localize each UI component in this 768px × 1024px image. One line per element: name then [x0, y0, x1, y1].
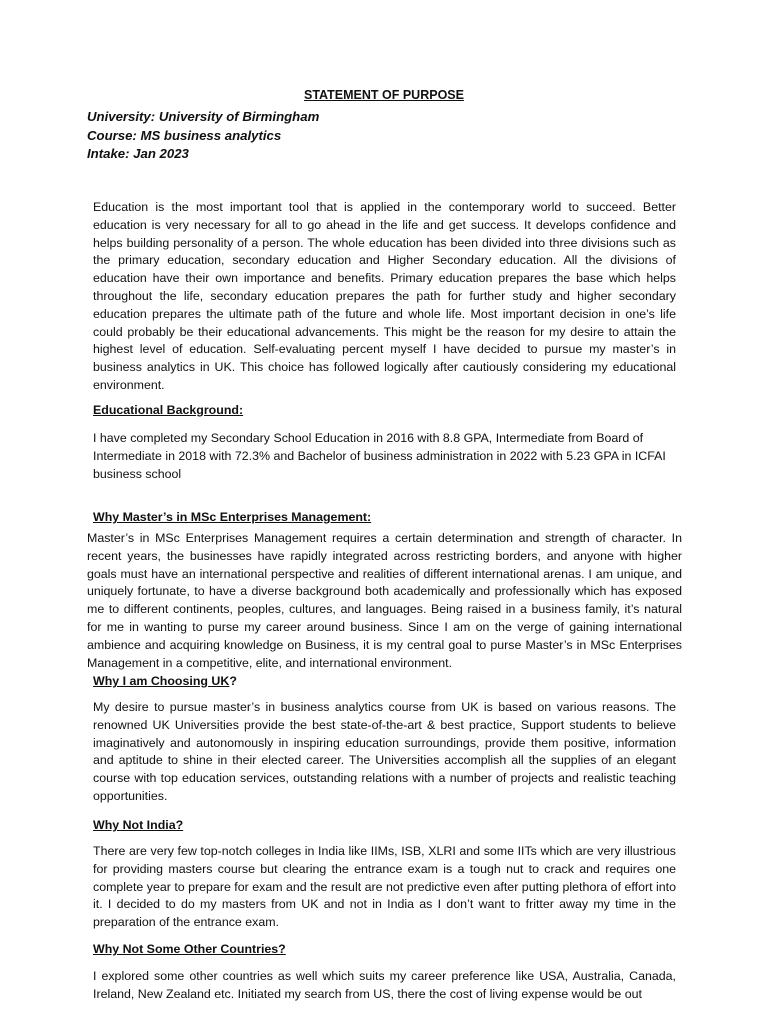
uk-paragraph: My desire to pursue master’s in business analytics course from UK is based on various reasons. The renowned UK Universities provide the best state-of-the-art & best practice, Support students to believe imaginatively and autonomously in inspiring education surroundings, provide them positive, information and aptitude to shine in their elected career. The Universities accomplish all the supplies of an elegant course with top education services, outstanding relations with a number of projects and realistic teaching opportunities. — [93, 700, 676, 803]
course-line: Course: MS business analytics — [87, 127, 282, 143]
india-paragraph: There are very few top-notch colleges in India like IIMs, ISB, XLRI and some IITs which are very illustrious for providing masters course but clearing the entrance exam is a tough nut to crack and requires one complete year to prepare for exam and the result are not predictive even after putting plethora of effort into it. I decided to do my masters from UK and not in India as I don’t want to fritter away my time in the preparation of the entrance exam. — [93, 844, 676, 930]
education-heading: Educational Background: — [93, 403, 244, 417]
masters-paragraph: Master’s in MSc Enterprises Management requires a certain determination and strength of character. In recent years, the businesses have rapidly integrated across restricting borders, and anyone with higher goals must have an international perspective and realities of different international arenas. I am unique, and uniquely fortunate, to have a diverse background both academically and professionally which has exposed me to different continents, peoples, cultures, and languages. Being raised in a business family, it’s natural for me in wanting to purse my career around business. Since I am on the verge of gaining international ambience and acquiring knowledge on Business, it is my central goal to purse Master’s in MSc Enterprises Management in a competitive, elite, and international environment. — [87, 531, 682, 670]
intake-line: Intake: Jan 2023 — [87, 146, 189, 161]
uk-heading-mark: ? — [229, 674, 237, 688]
document-title: STATEMENT OF PURPOSE — [304, 88, 464, 102]
uk-heading-text: Why I am Choosing UK — [93, 674, 230, 688]
application-details — [87, 108, 687, 164]
masters-heading: Why Master’s in MSc Enterprises Management: — [93, 510, 372, 524]
other-countries-heading: Why Not Some Other Countries? — [93, 942, 286, 956]
other-countries-paragraph: I explored some other countries as well which suits my career preference like USA, Australia, Canada, Ireland, New Zealand etc. Initiated my search from US, there the cost of living expense would be out — [93, 969, 676, 1001]
intro-paragraph: Education is the most important tool that is applied in the contemporary world to succeed. Better education is very necessary for all to go ahead in the life and get success. It develops confidence and helps building personality of a person. The whole education has been divided into three divisions such as the primary education, secondary education and Higher Secondary education. All the divisions of education have their own importance and benefits. Primary education prepares the base which helps throughout the life, secondary education prepares the path for further study and higher secondary education prepares the ultimate path of the future and whole life. Most important decision in one’s life could probably be their educational advancements. This might be the reason for my desire to attain the highest level of education. Self-evaluating percent myself I have decided to pursue my master’s in business analytics in UK. This choice has followed logically after cautiously considering my educational environment. — [93, 200, 676, 392]
education-paragraph: I have completed my Secondary School Education in 2016 with 8.8 GPA, Intermediate from Board of Intermediate in 2018 with 72.3% and Bachelor of business administration in 2022 with 5.23 GPA in ICFAI business school — [93, 431, 666, 481]
india-heading: Why Not India? — [93, 818, 184, 832]
university-line: University: University of Birmingham — [87, 109, 320, 124]
uk-heading — [93, 673, 237, 691]
